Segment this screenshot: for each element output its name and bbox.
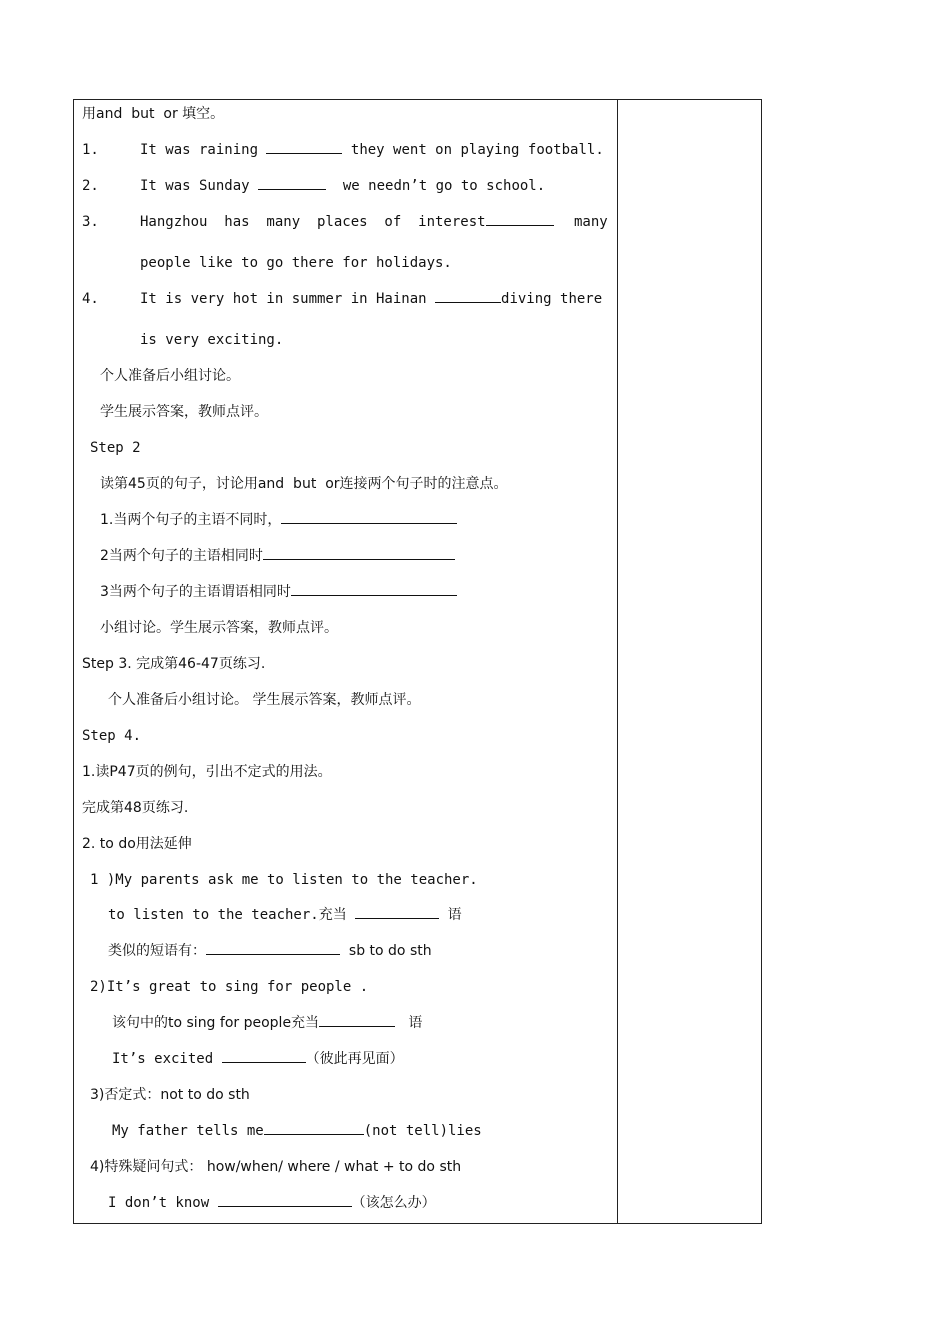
step-2-title: Step 2 xyxy=(90,440,141,456)
step-2-blank-3[interactable] xyxy=(291,583,457,596)
exercise-1-number: 1. xyxy=(82,142,99,158)
exercise-4-number: 4. xyxy=(82,291,99,307)
usage-4-example-blank[interactable] xyxy=(218,1194,352,1207)
step-4-line-2: 完成第48页练习. xyxy=(82,800,189,816)
step-4-title: Step 4. xyxy=(82,728,142,744)
usage-3-negative: 3)否定式：not to do sth xyxy=(90,1087,250,1103)
usage-2-example: It’s excited （彼此再见面） xyxy=(112,1051,404,1067)
column-divider xyxy=(617,100,618,1223)
usage-1-sentence: 1 )My parents ask me to listen to the teacher. xyxy=(90,872,478,888)
exercise-4-blank[interactable] xyxy=(435,290,501,303)
usage-4-question-form: 4)特殊疑问句式： how/when/ where / what + to do sth xyxy=(90,1159,462,1175)
step-2-blank-1[interactable] xyxy=(281,511,457,524)
usage-1-role: to listen to the teacher.充当 语 xyxy=(108,907,462,923)
exercise-3-text: Hangzhou has many places of interest xyxy=(140,213,554,231)
worksheet-table xyxy=(73,99,762,1224)
exercise-2-number: 2. xyxy=(82,178,99,194)
exercise-3-text-end: many xyxy=(574,214,608,230)
step-2-question-1: 1.当两个句子的主语不同时， xyxy=(100,511,457,529)
exercise-2-text: It was Sunday we needn’t go to school. xyxy=(140,178,546,194)
exercise-1-text: It was raining they went on playing football. xyxy=(140,142,604,158)
usage-2-role-blank[interactable] xyxy=(319,1014,395,1027)
exercise-4-continuation: is very exciting. xyxy=(140,332,284,348)
usage-2-role: 该句中的to sing for people充当 语 xyxy=(112,1015,423,1031)
usage-1-role-blank[interactable] xyxy=(355,906,439,919)
step-4-line-1: 1.读P47页的例句，引出不定式的用法。 xyxy=(82,764,332,780)
step-2-intro: 读第45页的句子，讨论用and but or连接两个句子时的注意点。 xyxy=(100,476,508,492)
exercise-4-text: It is very hot in summer in Hainan diving there xyxy=(140,291,603,307)
exercise-3-number: 3. xyxy=(82,214,99,230)
step-3-title: Step 3. 完成第46-47页练习. xyxy=(82,656,266,672)
exercise-1-blank[interactable] xyxy=(266,141,342,154)
usage-3-example-blank[interactable] xyxy=(264,1122,364,1135)
exercise-3-blank[interactable] xyxy=(486,213,554,226)
exercise-2-blank[interactable] xyxy=(258,177,326,190)
step-2-question-3: 3当两个句子的主语谓语相同时 xyxy=(100,583,457,601)
intro-instruction: 用and but or 填空。 xyxy=(82,106,225,122)
prep-note-1: 个人准备后小组讨论。 xyxy=(100,368,240,384)
usage-2-example-blank[interactable] xyxy=(222,1050,306,1063)
usage-4-example: I don’t know （该怎么办） xyxy=(108,1195,436,1211)
step-2-blank-2[interactable] xyxy=(263,547,455,560)
usage-1-similar-blank[interactable] xyxy=(206,942,340,955)
step-4-line-3: 2. to do用法延伸 xyxy=(82,836,192,852)
exercise-3-continuation: people like to go there for holidays. xyxy=(140,255,452,271)
step-2-discussion: 小组讨论。学生展示答案，教师点评。 xyxy=(100,620,338,636)
show-note-1: 学生展示答案，教师点评。 xyxy=(100,404,268,420)
usage-2-sentence: 2)It’s great to sing for people . xyxy=(90,979,369,995)
usage-1-similar: 类似的短语有： sb to do sth xyxy=(108,943,432,959)
usage-3-example: My father tells me (not tell)lies xyxy=(112,1123,482,1139)
step-3-note: 个人准备后小组讨论。 学生展示答案，教师点评。 xyxy=(108,692,421,708)
step-2-question-2: 2当两个句子的主语相同时 xyxy=(100,547,455,565)
